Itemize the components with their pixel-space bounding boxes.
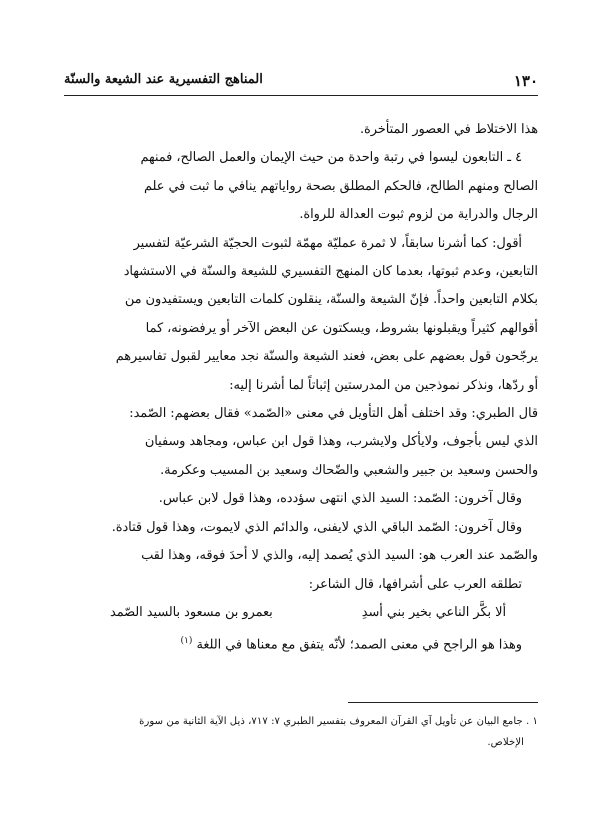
text-line: ٤ ـ التابعون ليسوا في رتبة واحدة من حيث الإيمان والعمل الصالح، فمنهم [140,150,522,166]
running-title: المناهج التفسيرية عند الشيعة والسنّة [64,72,263,87]
text-line: التابعين، وعدم ثبوتها، بعدما كان المنهج التفسيري للشيعة والسنّة في الاستشهاد [123,264,538,280]
footnote-line: الإخلاص. [487,737,524,748]
page-number: ١٣٠ [513,72,538,90]
text-line: أقوالهم كثيراً ويقبلونها بشروط، ويسكتون عن البعض الآخر أو يرفضونه، كما [145,320,538,336]
text-line: يرجّحون قول بعضهم على بعض، فعند الشيعة والسنّة نجد معايير لقبول تفاسيرهم [115,349,538,365]
footnote-line: ١ . جامع البيان عن تأويل آي القرآن المعروف بتفسير الطبري ٧: ٧١٧، ذيل الآية الثانية من سورة [139,716,538,727]
text-line: هذا الاختلاط في العصور المتأخرة. [359,122,538,137]
text-line: والحسن وسعيد بن جبير والشعبي والضّحاك وسعيد بن المسيب وعكرمة. [160,462,538,478]
poem-first-hemistich: ألا بكَّر الناعي بخير بني أسدِ [361,604,506,620]
text-line: أقول: كما أشرنا سابقاً، لا ثمرة عمليّة مهمّة لثبوت الحجيّة الشرعيّة لتفسير [133,235,522,251]
footnote-separator [348,702,538,703]
poem-verse [64,599,538,627]
footnote [64,711,538,753]
text-line: تطلقه العرب على أشرافها، قال الشاعر: [308,576,522,592]
text-line: والصّمد عند العرب هو: السيد الذي يُصمد إليه، والذي لا أحدَ فوقه، وهذا لقب [141,548,538,564]
text-line: الرجال والدراية من لزوم ثبوت العدالة للرواة. [299,207,538,223]
closing-line [64,627,538,660]
text-line: أو ردّها، ونذكر نموذجين من المدرستين إثباتاً لما أشرنا إليه: [229,377,538,393]
header-rule [64,95,538,96]
text-line: قال الطبري: وقد اختلف أهل التأويل في معنى «الصّمد» فقال بعضهم: الصّمد: [129,406,538,422]
text-line: الصالح ومنهم الطالح، فالحكم المطلق بصحة رواياتهم ينافي ما ثبت في علم [144,178,538,194]
text-line: بكلام التابعين واحداً. فإنّ الشيعة والسنّة، ينقلون كلمات التابعين ويستفيدون من [124,292,538,308]
page-header [64,66,538,92]
closing-text: وهذا هو الراجح في معنى الصمد؛ لأنّه يتفق مع معناها في اللغة [196,637,522,653]
poem-second-hemistich: بعمرو بن مسعود بالسيد الصّمد [110,604,273,620]
text-line: وقال آخرون: الصّمد الباقي الذي لايفنى، والدائم الذي لايموت، وهذا قول قتادة. [111,519,522,535]
main-text [64,116,538,660]
footnote-reference[interactable]: (١) [180,636,193,647]
text-line: وقال آخرون: الصّمد: السيد الذي انتهى سؤدده، وهذا قول لابن عباس. [158,491,522,507]
text-line: الذي ليس بأجوف، ولايأكل ولايشرب، وهذا قول ابن عباس، ومجاهد وسفيان [144,434,538,450]
